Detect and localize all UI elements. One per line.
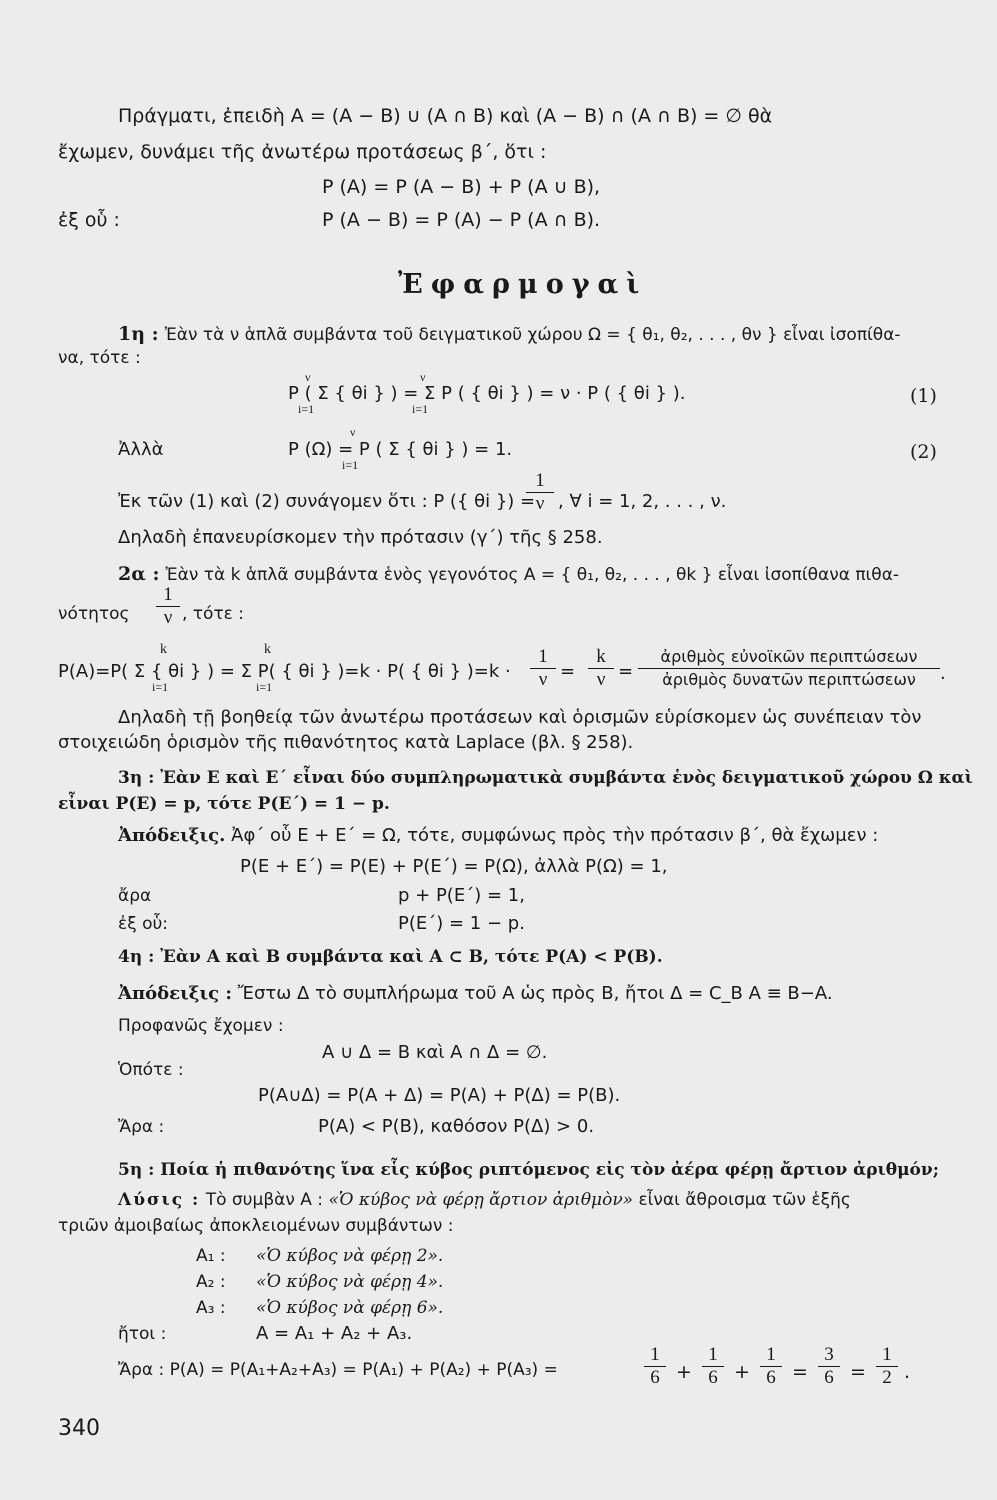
app5-solution-line (118, 1188, 851, 1212)
equation-number-2: (2) (910, 441, 937, 463)
app1-heading-line (118, 322, 901, 347)
app3-exou-label: ἐξ οὗ: (118, 914, 169, 934)
app5-fraction-4-numerator: 3 (824, 1344, 834, 1365)
app2-heading-line (118, 562, 899, 587)
app5-solution-quote: «Ὁ κύβος νὰ φέρῃ ἄρτιον ἀριθμὸν» (328, 1190, 634, 1210)
app2-fraction-1 (530, 646, 556, 691)
app5-event-1-label: A₁ : (196, 1246, 226, 1266)
app2-laplace-numerator: ἀριθμὸς εὐνοϊκῶν περιπτώσεων (660, 647, 918, 666)
app2-conclusion-1: Δηλαδὴ τῇ βοηθείᾳ τῶν ἀνωτέρω προτάσεων καὶ ὁρισμῶν εὑρίσκομεν ὡς συνέπειαν τὸν (118, 707, 922, 728)
app5-fraction-3-denominator: 6 (760, 1366, 782, 1389)
app1-alla-label: Ἀλλὰ (118, 439, 164, 460)
app1-sum-upper-limit: ν (305, 370, 311, 384)
app1-sum-upper-limit-3: ν (350, 425, 356, 439)
app5-fraction-3 (760, 1344, 782, 1389)
app4-equation-1: A ∪ Δ = B καὶ A ∩ Δ = ∅. (322, 1042, 548, 1063)
app3-statement-1: 3η : Ἐὰν E καὶ E΄ εἶναι δύο συμπληρωματικὰ συμβάντα ἑνὸς δειγματικοῦ χώρου Ω καὶ (118, 768, 973, 788)
app2-fraction-2 (588, 646, 614, 691)
app2-equals-1: = (560, 661, 576, 682)
app5-fraction-3-numerator: 1 (766, 1344, 776, 1365)
app4-proof-text: Ἔστω Δ τὸ συμπλήρωμα τοῦ A ὡς πρὸς B, ἤτοι Δ = C_B A ≡ B−A. (237, 983, 833, 1004)
app4-statement: 4η : Ἐὰν A καὶ B συμβάντα καὶ A ⊂ B, τότε P(A) < P(B). (118, 947, 663, 967)
app5-event-3-text: «Ὁ κύβος νὰ φέρῃ 6». (256, 1298, 444, 1318)
intro-line-1: Πράγματι, ἐπειδὴ A = (A − B) ∪ (A ∩ B) καὶ (A − B) ∩ (A ∩ B) = ∅ θὰ (118, 105, 773, 127)
app1-formula-2: P (Ω) = P ( Σ { θi } ) = 1. (288, 439, 513, 460)
app5-fraction-1-numerator: 1 (650, 1344, 660, 1365)
app2-fraction-2-denominator: ν (588, 668, 614, 691)
app1-conclusion-left: Ἐκ τῶν (1) καὶ (2) συνάγομεν ὅτι : P ({ θi }) = (118, 491, 536, 512)
app1-formula-1: P ( Σ { θi } ) = Σ P ( { θi } ) = ν · P ( { θi } ). (288, 383, 686, 404)
app3-proof-line (118, 824, 878, 848)
app2-laplace-denominator: ἀριθμὸς δυνατῶν περιπτώσεων (638, 668, 940, 691)
app2-sum-upper-limit-2: k (264, 642, 271, 657)
app1-conclusion-right: , ∀ i = 1, 2, . . . , ν. (558, 491, 727, 512)
app5-fraction-2-numerator: 1 (708, 1344, 718, 1365)
app2-probability-denominator: ν (156, 606, 180, 629)
app4-equation-2: P(A∪Δ) = P(A + Δ) = P(A) + P(Δ) = P(B). (258, 1085, 621, 1106)
app5-event-1-text: «Ὁ κύβος νὰ φέρῃ 2». (256, 1246, 444, 1266)
app3-statement-2: εἶναι P(E) = p, τότε P(E΄) = 1 − p. (58, 794, 390, 814)
app5-fraction-4-denominator: 6 (818, 1366, 840, 1389)
app4-ara-label: Ἄρα : (118, 1117, 165, 1137)
app5-question: 5η : Ποία ἡ πιθανότης ἵνα εἷς κύβος ριπτόμενος εἰς τὸν ἀέρα φέρῃ ἄρτιον ἀριθμόν; (118, 1160, 939, 1180)
app2-laplace-fraction (638, 646, 940, 691)
app3-equation-1: P(E + E΄) = P(E) + P(E΄) = P(Ω), ἀλλὰ P(Ω) = 1, (240, 856, 668, 877)
app2-equals-2: = (618, 661, 634, 682)
app4-proof-line (118, 982, 833, 1006)
app5-itoi-label: ἤτοι : (118, 1324, 167, 1344)
app3-equation-3: P(E΄) = 1 − p. (398, 913, 525, 934)
intro-line-2: ἔχωμεν, δυνάμει τῆς ἀνωτέρω προτάσεως β΄, ὅτι : (58, 141, 547, 163)
app5-event-2-text: «Ὁ κύβος νὰ φέρῃ 4». (256, 1272, 444, 1292)
app5-equals-2: = (850, 1361, 866, 1383)
app5-fraction-5-denominator: 2 (876, 1366, 898, 1389)
app5-sum-equation: A = A₁ + A₂ + A₃. (256, 1323, 413, 1344)
app2-fraction-1-numerator: 1 (538, 646, 548, 667)
app5-plus-1: + (676, 1361, 692, 1383)
app1-label: 1η : (118, 323, 159, 345)
app2-fraction-1-denominator: ν (530, 668, 556, 691)
app5-end-dot: . (904, 1361, 911, 1383)
app2-text-2-left: νότητος (58, 604, 130, 624)
app2-formula: P(A)=P( Σ { θi } ) = Σ P( { θi } )=k · P( { θi } )=k · (58, 661, 511, 682)
app2-sum-lower-limit: i=1 (152, 680, 169, 694)
app5-equals-1: = (792, 1361, 808, 1383)
app5-fraction-4 (818, 1344, 840, 1389)
app5-fraction-1 (644, 1344, 666, 1389)
app3-equation-2: p + P(E΄) = 1, (398, 885, 525, 906)
app1-sum-lower-limit: i=1 (298, 402, 315, 416)
app1-conclusion-numerator: 1 (535, 470, 545, 491)
app1-sum-upper-limit-2: ν (420, 370, 426, 384)
app5-solution-text-1: Τὸ συμβὰν A : (205, 1190, 324, 1210)
intro-equation-1: P (A) = P (A − B) + P (A ∪ B), (322, 176, 601, 198)
app1-sum-lower-limit-3: i=1 (342, 458, 359, 472)
app5-line-3: τριῶν ἀμοιβαίως ἀποκλειομένων συμβάντων : (58, 1216, 454, 1236)
app3-ara-label: ἄρα (118, 886, 152, 906)
app4-opote-label: Ὁπότε : (118, 1060, 184, 1080)
app5-solution-label: Λύσις : (118, 1190, 201, 1210)
app2-probability-fraction (156, 584, 180, 629)
app1-conclusion-fraction (526, 470, 554, 515)
app5-fraction-5 (876, 1344, 898, 1389)
section-title: Ἐφαρμογαὶ (398, 269, 648, 300)
app4-line-3: Προφανῶς ἔχομεν : (118, 1016, 284, 1036)
app2-fraction-2-numerator: k (596, 646, 606, 667)
app5-fraction-2-denominator: 6 (702, 1366, 724, 1389)
app2-label: 2α : (118, 563, 160, 585)
app3-proof-label: Ἀπόδειξις. (118, 825, 226, 846)
app2-sum-lower-limit-2: i=1 (256, 680, 273, 694)
app2-sum-upper-limit: k (160, 642, 167, 657)
app2-probability-numerator: 1 (163, 584, 173, 605)
equation-number-1: (1) (910, 385, 937, 407)
app3-proof-text: Ἀφ΄ οὗ E + E΄ = Ω, τότε, συμφώνως πρὸς τὴν πρότασιν β΄, θὰ ἔχωμεν : (231, 825, 879, 846)
app5-event-2-label: A₂ : (196, 1272, 226, 1292)
app5-event-3-label: A₃ : (196, 1298, 226, 1318)
app5-final-left: Ἄρα : P(A) = P(A₁+A₂+A₃) = P(A₁) + P(A₂) + P(A₃) = (118, 1360, 558, 1380)
app1-conclusion-denominator: ν (526, 492, 554, 515)
app5-fraction-5-numerator: 1 (882, 1344, 892, 1365)
app1-sum-lower-limit-2: i=1 (412, 402, 429, 416)
app2-text-1: Ἐὰν τὰ k ἁπλᾶ συμβάντα ἑνὸς γεγονότος A = { θ₁, θ₂, . . . , θk } εἶναι ἰσοπίθανα πιθα- (165, 565, 900, 585)
app2-conclusion-2: στοιχειώδη ὁρισμὸν τῆς πιθανότητος κατὰ Laplace (βλ. § 258). (58, 732, 634, 753)
app5-solution-text-2: εἶναι ἄθροισμα τῶν ἑξῆς (638, 1190, 851, 1210)
app4-equation-3: P(A) < P(B), καθόσον P(Δ) > 0. (318, 1116, 595, 1137)
app5-fraction-2 (702, 1344, 724, 1389)
app2-text-2-right: , τότε : (182, 604, 244, 624)
page-number: 340 (58, 1416, 100, 1441)
app5-fraction-1-denominator: 6 (644, 1366, 666, 1389)
app1-conclusion-2: Δηλαδὴ ἐπανευρίσκομεν τὴν πρότασιν (γ΄) τῆς § 258. (118, 527, 603, 548)
intro-equation-2-label: ἐξ οὗ : (58, 209, 120, 231)
intro-equation-2: P (A − B) = P (A) − P (A ∩ B). (322, 209, 601, 231)
app4-proof-label: Ἀπόδειξις : (118, 983, 233, 1004)
app1-text-1: Ἐὰν τὰ ν ἁπλᾶ συμβάντα τοῦ δειγματικοῦ χώρου Ω = { θ₁, θ₂, . . . , θν } εἶναι ἰσοπίθα- (164, 325, 901, 345)
app5-plus-2: + (734, 1361, 750, 1383)
app2-end-dot: . (940, 663, 946, 684)
app1-text-2: να, τότε : (58, 348, 141, 368)
